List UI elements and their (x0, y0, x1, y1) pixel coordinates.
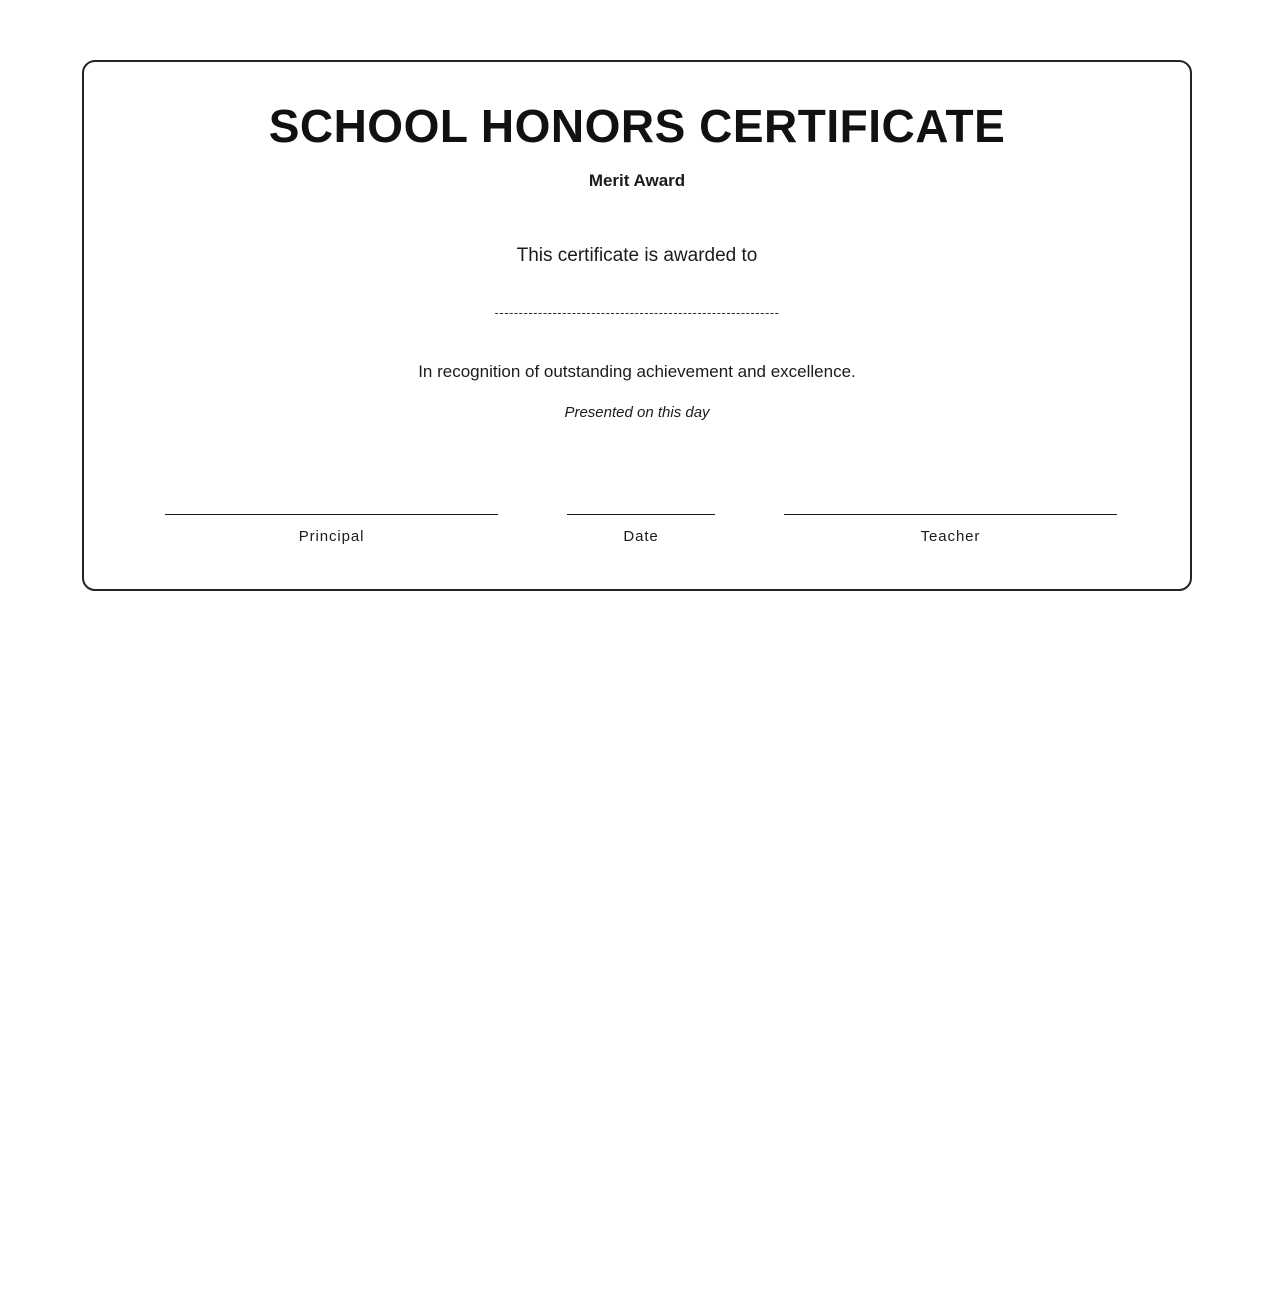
signature-label-principal: Principal (298, 528, 365, 545)
page-title: SCHOOL HONORS CERTIFICATE (268, 100, 1006, 152)
signature-principal (165, 514, 498, 545)
signature-teacher (784, 514, 1117, 545)
recognition-text: In recognition of outstanding achievement and excellence. (418, 362, 856, 381)
signature-label-date: Date (623, 528, 659, 545)
signature-block (84, 514, 1190, 584)
signature-date (567, 514, 715, 545)
certificate-subtitle: Merit Award (588, 171, 686, 190)
signature-label-teacher: Teacher (920, 528, 981, 545)
signature-line-date (567, 514, 715, 515)
recipient-name-blank: ----------------------------------------------------------- (494, 305, 780, 320)
signature-line-teacher (784, 514, 1117, 515)
awarded-to-label: This certificate is awarded to (516, 245, 758, 266)
certificate-card (82, 60, 1192, 591)
signature-line-principal (165, 514, 498, 515)
presented-on-text: Presented on this day (564, 404, 710, 421)
